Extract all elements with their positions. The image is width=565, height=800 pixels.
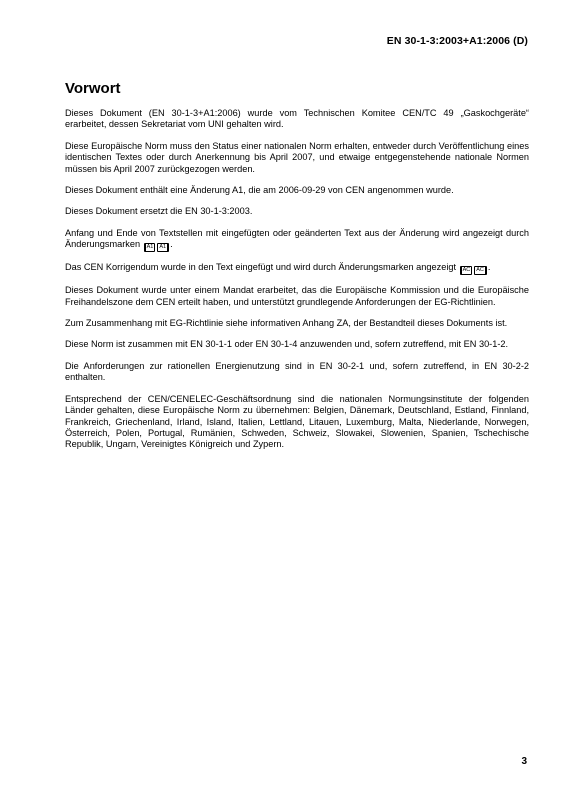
page-number: 3 — [521, 756, 527, 767]
paragraph-amendment: Dieses Dokument enthält eine Änderung A1, die am 2006-09-29 von CEN angenommen wurde. — [65, 185, 454, 196]
page-title: Vorwort — [65, 80, 121, 97]
paragraph-usage: Diese Norm ist zusammen mit EN 30-1-1 oder EN 30-1-4 anzuwenden und, sofern zutreffend, mit EN 30-1-2. — [65, 339, 509, 350]
a1-end-marker-icon: A1 — [157, 243, 169, 252]
corrigendum-end: . — [487, 262, 491, 273]
amendment-markers-end: . — [170, 239, 173, 250]
amendment-markers-text: Anfang und Ende von Textstellen mit eingefügten oder geänderten Text aus der Änderung wird angezeigt durch Änderungsmarken — [65, 227, 529, 250]
paragraph-amendment-markers — [65, 228, 529, 252]
paragraph-countries: Entsprechend der CEN/CENELEC-Geschäftsordnung sind die nationalen Normungsinstitute der folgenden Länder gehalten, diese Europäische Norm zu übernehmen: Belgien, Dänemark, Deutschland, Estland, Finnland, Frankreich, Griechenland, Irland, Island, Italien, Lettland, Litauen, Luxemburg, Malta, Niederlande, Norwegen, Österreich, Polen, Portugal, Rumänien, Schweden, Schweiz, Slowakei, Slowenien, Spanien, Tschechische Republik, Ungarn, Vereinigtes Königreich und Zypern. — [65, 393, 529, 450]
standard-identifier: EN 30-1-3:2003+A1:2006 (D) — [386, 35, 528, 47]
paragraph-national-status: Diese Europäische Norm muss den Status einer nationalen Norm erhalten, entweder durch Veröffentlichung eines identischen Textes oder durch Anerkennung bis April 2007, und etwaige entgegenstehende nationale Normen müssen bis April 2007 zurückgezogen werden. — [65, 140, 529, 174]
paragraph-energy: Die Anforderungen zur rationellen Energienutzung sind in EN 30-2-1 und, sofern zutreffend, in EN 30-2-2 enthalten. — [65, 360, 529, 383]
ac-end-marker-icon: AC — [474, 266, 487, 275]
paragraph-annex-za: Zum Zusammenhang mit EG-Richtlinie siehe informativen Anhang ZA, der Bestandteil dieses Dokuments ist. — [65, 318, 508, 329]
paragraph-corrigendum — [65, 262, 529, 275]
paragraph-mandate: Dieses Dokument wurde unter einem Mandat erarbeitet, das die Europäische Kommission und die Europäische Freihandelszone dem CEN erteilt haben, und unterstützt grundlegende Anforderungen der EG-Richtlinien. — [65, 285, 529, 307]
a1-start-marker-icon: A1 — [144, 243, 156, 252]
corrigendum-text: Das CEN Korrigendum wurde in den Text eingefügt und wird durch Änderungsmarken angezeigt — [65, 262, 457, 273]
paragraph-committee: Dieses Dokument (EN 30-1-3+A1:2006) wurde vom Technischen Komitee CEN/TC 49 „Gaskochgeräte“ erarbeitet, dessen Sekretariat vom UNI gehalten wird. — [65, 108, 529, 130]
paragraph-supersedes: Dieses Dokument ersetzt die EN 30-1-3:2003. — [65, 206, 253, 217]
foreword-body — [65, 108, 529, 461]
ac-start-marker-icon: AC — [460, 266, 473, 275]
